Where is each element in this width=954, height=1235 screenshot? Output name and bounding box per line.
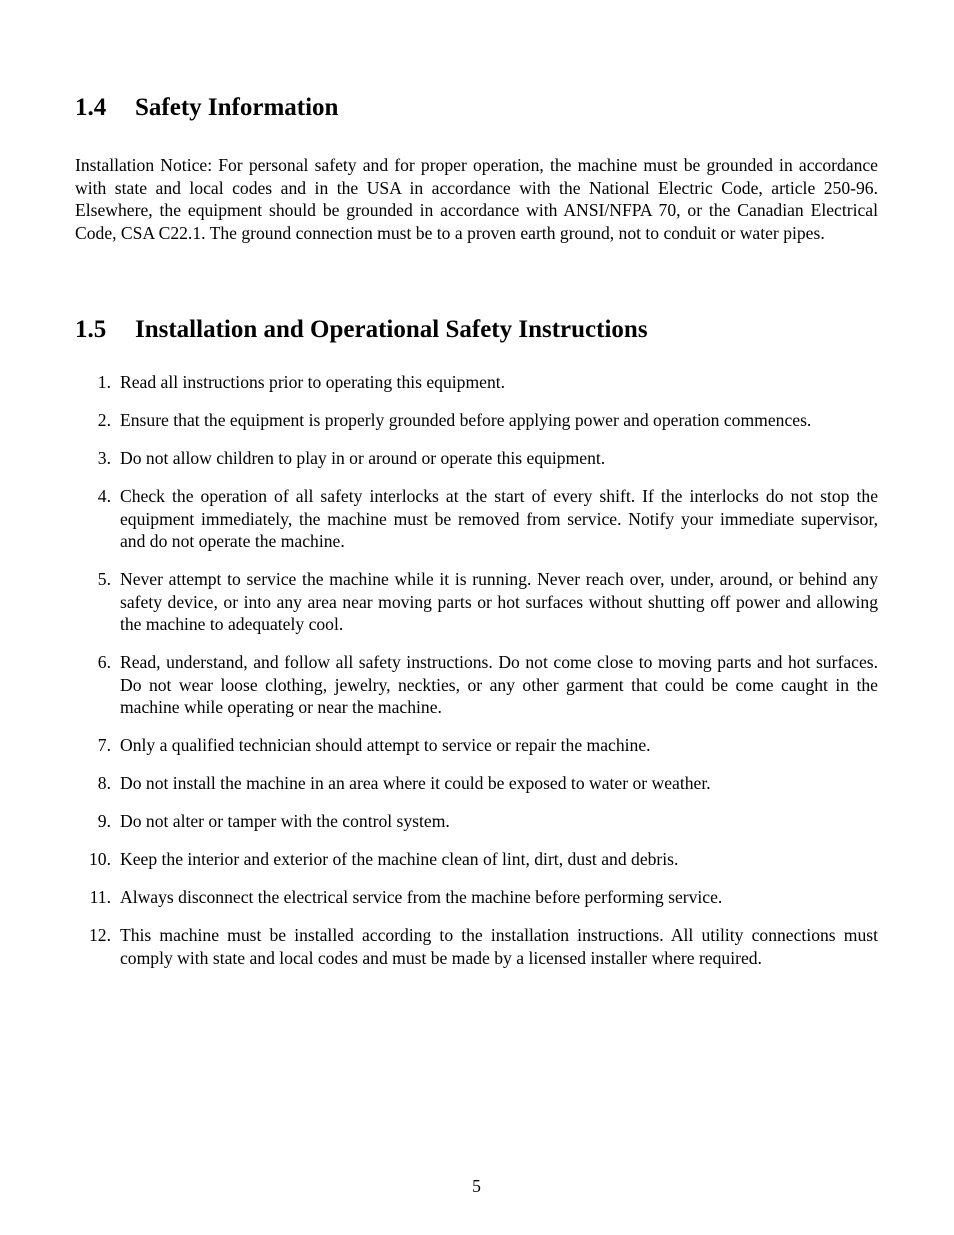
list-item [75, 734, 878, 757]
item-text: Keep the interior and exterior of the machine clean of lint, dirt, dust and debris. [120, 849, 679, 870]
section-heading-installation-safety-instructions [75, 315, 648, 345]
item-text: Check the operation of all safety interlocks at the start of every shift. If the interlocks do not stop the equipment immediately, the machine must be removed from service. Notify your immediate supervisor, and do not operate the machine. [120, 485, 878, 552]
safety-instructions-list [75, 371, 878, 985]
item-text: Always disconnect the electrical service from the machine before performing service. [120, 887, 723, 908]
item-number: 9. [97, 811, 111, 832]
list-item [75, 848, 878, 871]
document-page [75, 0, 878, 1235]
list-item [75, 447, 878, 470]
item-text: Only a qualified technician should attempt to service or repair the machine. [120, 735, 651, 756]
section-title: Safety Information [135, 94, 339, 121]
list-item [75, 485, 878, 553]
item-number: 3. [97, 447, 111, 468]
item-text: Do not install the machine in an area where it could be exposed to water or weather. [120, 773, 711, 794]
item-text: Ensure that the equipment is properly grounded before applying power and operation commences. [120, 409, 812, 430]
item-number: 7. [97, 735, 111, 756]
item-number: 8. [97, 773, 111, 794]
list-item [75, 810, 878, 833]
list-item [75, 409, 878, 432]
installation-notice: Installation Notice: For personal safety and for proper operation, the machine must be grounded in accordance with state and local codes and in the USA in accordance with the National Electric Code, article 250-96. Elsewhere, the equipment should be grounded in accordance with ANSI/NFPA 70, or the Canadian Electrical Code, CSA C22.1. The ground connection must be to a proven earth ground, not to conduit or water pipes. [75, 155, 878, 243]
page-number: 5 [472, 1176, 481, 1196]
list-item [75, 924, 878, 969]
item-text: Read, understand, and follow all safety instructions. Do not come close to moving parts and hot surfaces. Do not wear loose clothing, jewelry, neckties, or any other garment that could be come caught in the machine while operating or near the machine. [120, 652, 878, 718]
item-text: Never attempt to service the machine while it is running. Never reach over, under, around, or behind any safety device, or into any area near moving parts or hot surfaces without shutting off power and allowing the machine to adequately cool. [120, 569, 878, 635]
item-text: This machine must be installed according to the installation instructions. All utility connections must comply with state and local codes and must be made by a licensed installer where required. [120, 925, 878, 968]
list-item [75, 568, 878, 636]
item-number: 2. [97, 409, 111, 430]
list-item [75, 371, 878, 394]
section-title: Installation and Operational Safety Instructions [135, 316, 648, 343]
item-number: 12. [89, 925, 111, 946]
list-item [75, 772, 878, 795]
section-number: 1.5 [75, 316, 107, 343]
list-item [75, 651, 878, 719]
item-number: 10. [89, 849, 111, 870]
section-number: 1.4 [75, 94, 107, 121]
item-text: Do not allow children to play in or around or operate this equipment. [120, 447, 606, 468]
item-number: 4. [97, 485, 111, 506]
item-number: 11. [89, 887, 111, 908]
section-heading-safety-information [75, 93, 338, 123]
list-item [75, 886, 878, 909]
item-text: Read all instructions prior to operating this equipment. [120, 372, 506, 392]
item-number: 6. [97, 652, 111, 673]
item-text: Do not alter or tamper with the control system. [120, 811, 450, 832]
item-number: 1. [97, 372, 111, 392]
item-number: 5. [97, 569, 111, 590]
